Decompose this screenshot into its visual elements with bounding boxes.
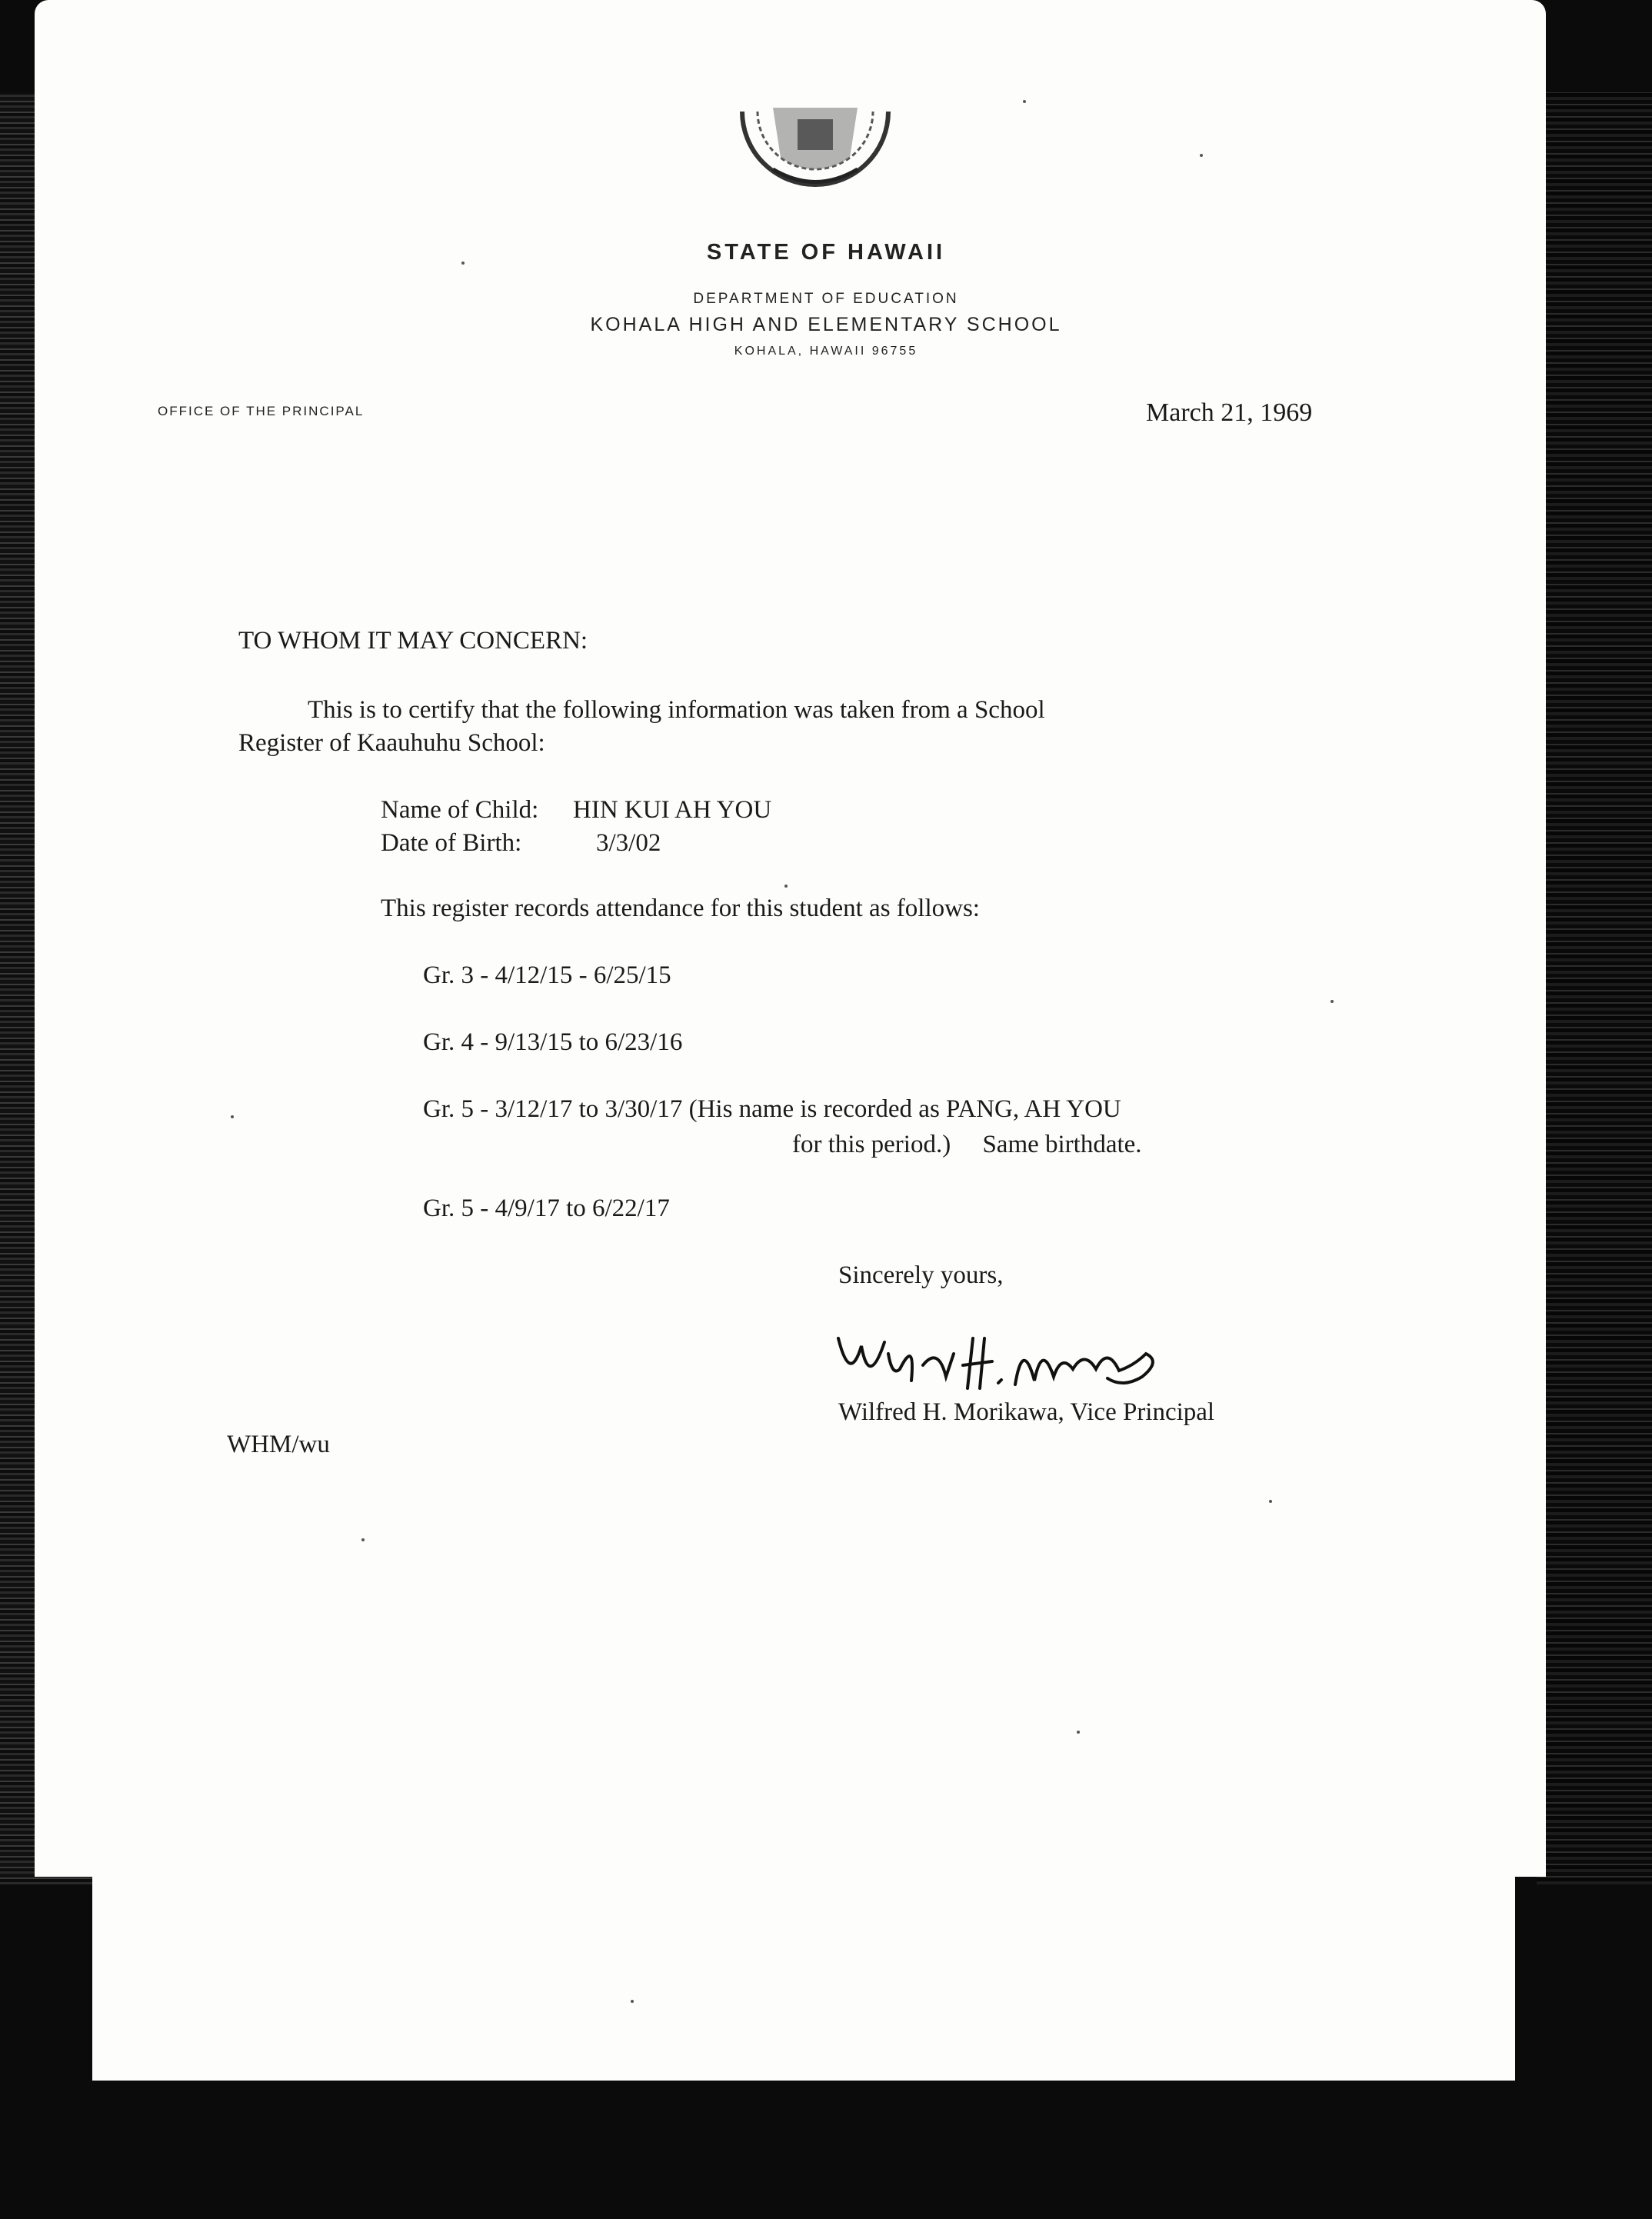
closing: Sincerely yours,	[838, 1261, 1004, 1289]
page-bottom-sheet	[92, 1869, 1515, 2081]
letterhead-state: STATE OF HAWAII	[706, 240, 946, 265]
birth-date-label: Date of Birth:	[381, 829, 522, 857]
state-seal-icon	[727, 96, 904, 204]
attendance-record: Gr. 5 - 4/9/17 to 6/22/17	[423, 1194, 670, 1222]
intro-line-1: This is to certify that the following information was taken from a School	[308, 696, 1045, 724]
attendance-record: Gr. 3 - 4/12/15 - 6/25/15	[423, 961, 671, 989]
child-name-label: Name of Child:	[381, 796, 539, 824]
scan-speck	[1200, 154, 1203, 157]
signer-name: Wilfred H. Morikawa, Vice Principal	[838, 1398, 1215, 1426]
scan-margin-right	[1537, 92, 1652, 1884]
letter-date: March 21, 1969	[1146, 398, 1313, 427]
attendance-record: Gr. 5 - 3/12/17 to 3/30/17 (His name is recorded as PANG, AH YOU	[423, 1095, 1121, 1123]
handwritten-signature	[831, 1323, 1169, 1400]
scan-speck	[1331, 1000, 1334, 1003]
scan-speck	[1269, 1500, 1272, 1503]
scan-speck	[1023, 100, 1026, 103]
letterhead-school: KOHALA HIGH AND ELEMENTARY SCHOOL	[590, 314, 1062, 335]
letterhead-address: KOHALA, HAWAII 96755	[734, 345, 918, 358]
birth-date-value: 3/3/02	[596, 829, 661, 857]
salutation: TO WHOM IT MAY CONCERN:	[238, 627, 588, 655]
attendance-record: Gr. 4 - 9/13/15 to 6/23/16	[423, 1028, 683, 1056]
letter-page	[35, 0, 1546, 1877]
office-label: OFFICE OF THE PRINCIPAL	[158, 404, 365, 418]
scan-speck	[1077, 1731, 1080, 1734]
scan-speck	[361, 1538, 365, 1541]
records-intro: This register records attendance for this student as follows:	[381, 895, 980, 922]
letterhead-department: DEPARTMENT OF EDUCATION	[693, 291, 959, 307]
scan-speck	[231, 1115, 234, 1118]
attendance-record-note: for this period.) Same birthdate.	[792, 1131, 1142, 1158]
scan-speck	[784, 885, 788, 888]
scan-speck	[631, 2000, 634, 2003]
intro-line-2: Register of Kaauhuhu School:	[238, 729, 545, 757]
child-name-value: HIN KUI AH YOU	[573, 796, 772, 824]
typist-initials: WHM/wu	[227, 1431, 330, 1458]
